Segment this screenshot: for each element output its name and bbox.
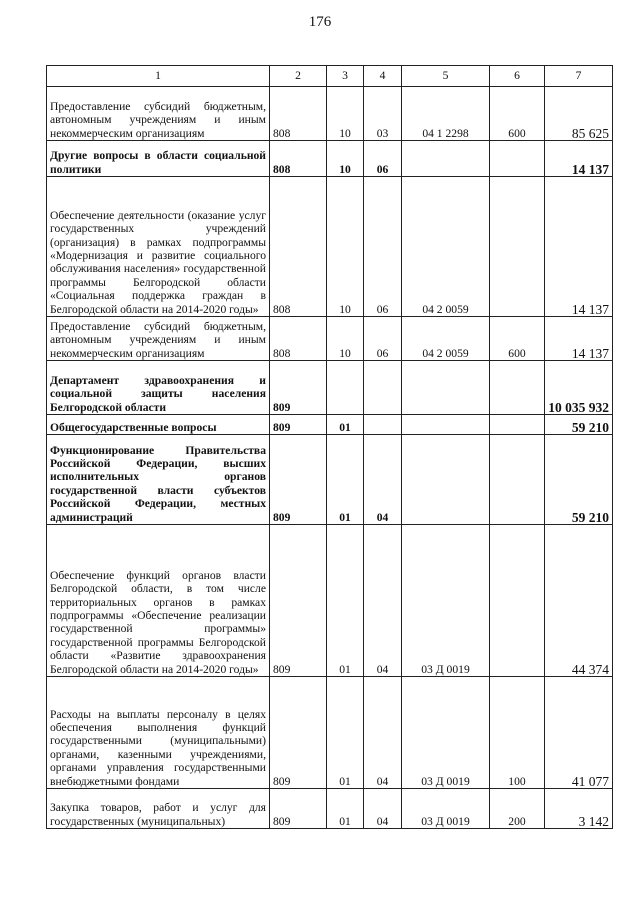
row-subsection-cell: 06	[364, 141, 402, 177]
row-target-cell	[402, 361, 490, 415]
row-section-cell: 10	[327, 141, 364, 177]
row-expense-cell: 100	[490, 677, 545, 789]
row-target-cell: 03 Д 0019	[402, 525, 490, 677]
row-subsection-cell	[364, 415, 402, 435]
row-section-cell: 01	[327, 789, 364, 829]
column-header: 2	[270, 66, 327, 87]
row-expense-cell: 200	[490, 789, 545, 829]
row-code-cell: 809	[270, 361, 327, 415]
row-code-cell: 809	[270, 415, 327, 435]
column-header: 5	[402, 66, 490, 87]
table-row	[47, 141, 613, 177]
row-code-cell: 808	[270, 177, 327, 317]
row-code-cell: 808	[270, 87, 327, 141]
row-amount-cell: 59 210	[545, 435, 613, 525]
row-target-cell: 04 2 0059	[402, 177, 490, 317]
row-expense-cell	[490, 177, 545, 317]
row-target-cell: 03 Д 0019	[402, 789, 490, 829]
table-row	[47, 177, 613, 317]
row-name-cell: Другие вопросы в области социальной политики	[47, 141, 270, 177]
row-target-cell: 03 Д 0019	[402, 677, 490, 789]
row-subsection-cell: 06	[364, 317, 402, 361]
column-header: 1	[47, 66, 270, 87]
row-subsection-cell: 06	[364, 177, 402, 317]
row-target-cell: 04 1 2298	[402, 87, 490, 141]
row-section-cell: 10	[327, 317, 364, 361]
row-section-cell: 01	[327, 677, 364, 789]
row-amount-cell: 59 210	[545, 415, 613, 435]
page-number: 176	[308, 14, 332, 30]
row-expense-cell	[490, 415, 545, 435]
row-amount-cell: 10 035 932	[545, 361, 613, 415]
column-header-row	[47, 66, 613, 87]
row-name-cell: Департамент здравоохранения и социальной защиты населения Белгородской области	[47, 361, 270, 415]
row-name-cell: Предоставление субсидий бюджетным, автономным учреждениям и иным некоммерческим организациям	[47, 317, 270, 361]
row-name-cell: Обеспечение функций органов власти Белгородской области, в том числе территориальных органов в рамках подпрограммы «Обеспечение реализации государственной программы» государственной программы Белгородской области «Развитие здравоохранения Белгородской области на 2014-2020 годы»	[47, 525, 270, 677]
row-code-cell: 808	[270, 141, 327, 177]
row-expense-cell: 600	[490, 317, 545, 361]
row-subsection-cell: 04	[364, 525, 402, 677]
table-row	[47, 435, 613, 525]
row-expense-cell	[490, 141, 545, 177]
row-amount-cell: 14 137	[545, 141, 613, 177]
column-header: 6	[490, 66, 545, 87]
table-row	[47, 361, 613, 415]
row-amount-cell: 3 142	[545, 789, 613, 829]
row-code-cell: 809	[270, 525, 327, 677]
row-target-cell	[402, 141, 490, 177]
row-code-cell: 809	[270, 677, 327, 789]
table-row	[47, 525, 613, 677]
row-name-cell: Предоставление субсидий бюджетным, автономным учреждениям и иным некоммерческим организациям	[47, 87, 270, 141]
row-section-cell: 01	[327, 525, 364, 677]
row-expense-cell	[490, 361, 545, 415]
table-row	[47, 317, 613, 361]
row-amount-cell: 14 137	[545, 177, 613, 317]
row-section-cell: 01	[327, 415, 364, 435]
row-target-cell: 04 2 0059	[402, 317, 490, 361]
row-section-cell: 10	[327, 87, 364, 141]
row-target-cell	[402, 435, 490, 525]
row-section-cell	[327, 361, 364, 415]
column-header: 3	[327, 66, 364, 87]
row-code-cell: 809	[270, 789, 327, 829]
table-row	[47, 677, 613, 789]
row-subsection-cell	[364, 361, 402, 415]
table-row	[47, 87, 613, 141]
row-section-cell: 10	[327, 177, 364, 317]
row-code-cell: 809	[270, 435, 327, 525]
row-code-cell: 808	[270, 317, 327, 361]
row-name-cell: Расходы на выплаты персоналу в целях обеспечения выполнения функций государственными (муниципальными) органами, казенными учреждениями, органами управления государственными внебюджетными фондами	[47, 677, 270, 789]
row-subsection-cell: 04	[364, 435, 402, 525]
row-subsection-cell: 03	[364, 87, 402, 141]
column-header: 7	[545, 66, 613, 87]
table-row	[47, 789, 613, 829]
row-expense-cell	[490, 525, 545, 677]
column-header: 4	[364, 66, 402, 87]
budget-table	[46, 65, 613, 829]
row-amount-cell: 44 374	[545, 525, 613, 677]
row-expense-cell: 600	[490, 87, 545, 141]
row-subsection-cell: 04	[364, 677, 402, 789]
row-name-cell: Обеспечение деятельности (оказание услуг государственных учреждений (организация) в рамках подпрограммы «Модернизация и развитие социального обслуживания населения» государственной программы Белгородской области «Социальная поддержка граждан в Белгородской области на 2014-2020 годы»	[47, 177, 270, 317]
row-expense-cell	[490, 435, 545, 525]
row-subsection-cell: 04	[364, 789, 402, 829]
row-section-cell: 01	[327, 435, 364, 525]
table-row	[47, 415, 613, 435]
row-name-cell: Общегосударственные вопросы	[47, 415, 270, 435]
row-name-cell: Функционирование Правительства Российской Федерации, высших исполнительных органов государственной власти субъектов Российской Федерации, местных администраций	[47, 435, 270, 525]
row-amount-cell: 85 625	[545, 87, 613, 141]
row-amount-cell: 14 137	[545, 317, 613, 361]
row-name-cell: Закупка товаров, работ и услуг для государственных (муниципальных)	[47, 789, 270, 829]
row-target-cell	[402, 415, 490, 435]
row-amount-cell: 41 077	[545, 677, 613, 789]
